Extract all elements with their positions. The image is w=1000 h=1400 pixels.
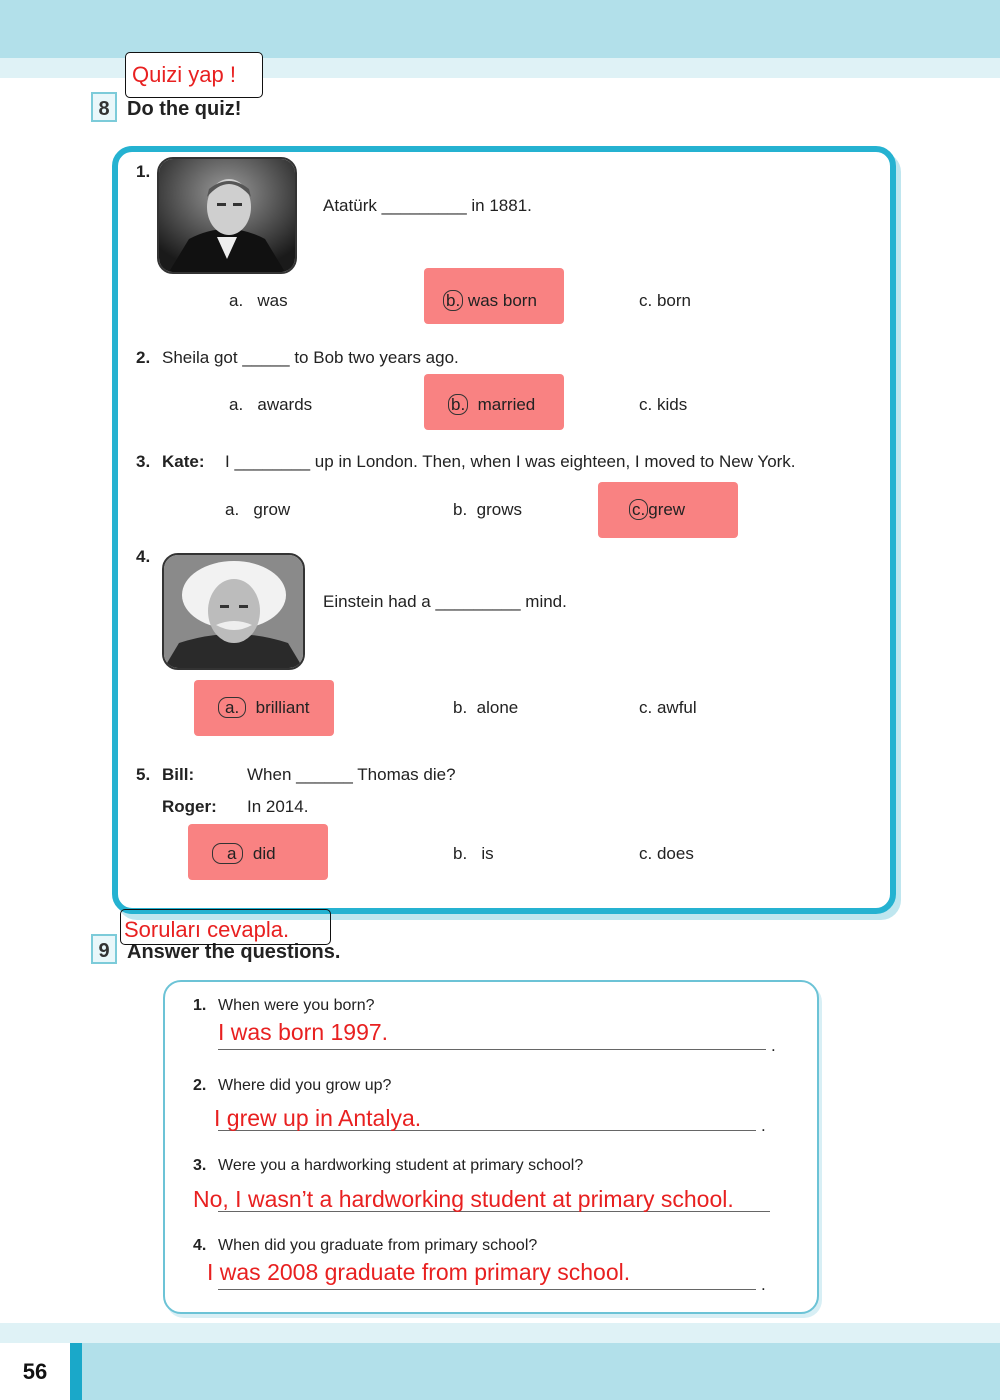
a1-period: . <box>771 1036 776 1055</box>
q2-option-b[interactable]: b. married <box>448 395 535 415</box>
a2-number: 2. <box>193 1077 207 1094</box>
q5-number: 5. <box>136 765 151 784</box>
a4-answer[interactable]: I was 2008 graduate from primary school. <box>207 1259 631 1285</box>
a4-answer-line <box>218 1289 756 1290</box>
bottom-band <box>0 1343 1000 1400</box>
a1-answer-line <box>218 1049 766 1050</box>
q1-option-a[interactable]: a. was <box>229 291 288 310</box>
q5-option-b[interactable]: b. is <box>453 844 494 863</box>
q3-option-b[interactable]: b. grows <box>453 500 522 519</box>
q1-option-b[interactable]: b. was born <box>443 291 537 311</box>
q4-option-b[interactable]: b. alone <box>453 698 519 717</box>
page-number-bar <box>70 1343 82 1400</box>
a3-question: Were you a hardworking student at primary school? <box>218 1157 584 1174</box>
a1-number: 1. <box>193 997 207 1014</box>
q2-option-c[interactable]: c. kids <box>639 395 688 414</box>
q1-number: 1. <box>136 162 151 181</box>
q4-text: Einstein had a _________ mind. <box>323 592 567 611</box>
a3-answer[interactable]: No, I wasn’t a hardworking student at primary school. <box>193 1186 734 1212</box>
answer-circle: a <box>212 843 243 864</box>
q1-text: Atatürk _________ in 1881. <box>323 196 532 215</box>
page-number: 56 <box>22 1359 48 1384</box>
answer-circle: b. <box>448 394 468 415</box>
answer-circle: a. <box>218 697 246 718</box>
ex8-title: Do the quiz! <box>127 98 242 120</box>
a2-answer[interactable]: I grew up in Antalya. <box>214 1105 422 1131</box>
a4-period: . <box>761 1275 766 1294</box>
q4-number: 4. <box>136 547 151 566</box>
a1-answer[interactable]: I was born 1997. <box>218 1019 389 1045</box>
q4-option-c[interactable]: c. awful <box>639 698 697 717</box>
bottom-band-light <box>0 1323 1000 1343</box>
ex9-title: Answer the questions. <box>127 941 341 963</box>
a1-question: When were you born? <box>218 997 375 1014</box>
q3-text: I ________ up in London. Then, when I was eighteen, I moved to New York. <box>225 452 796 471</box>
q4-option-a[interactable]: a. brilliant <box>218 698 310 718</box>
q5-speaker-2: Roger: <box>162 797 217 816</box>
q5-speaker-1: Bill: <box>162 765 195 784</box>
a3-number: 3. <box>193 1157 207 1174</box>
ex9-number: 9 <box>91 934 117 964</box>
a4-number: 4. <box>193 1237 207 1254</box>
q1-option-c[interactable]: c. born <box>639 291 691 310</box>
q3-option-a[interactable]: a. grow <box>225 500 291 519</box>
a4-question: When did you graduate from primary school? <box>218 1237 538 1254</box>
q3-option-c[interactable]: c. grew <box>629 500 685 520</box>
ex8-handwritten-note: Quizi yap ! <box>125 52 263 98</box>
a2-question: Where did you grow up? <box>218 1077 392 1094</box>
top-band <box>0 0 1000 58</box>
q5-line-2: In 2014. <box>247 797 309 816</box>
answer-circle: c. <box>629 499 648 520</box>
einstein-photo <box>162 553 305 670</box>
q2-text: Sheila got _____ to Bob two years ago. <box>162 348 459 367</box>
ataturk-photo <box>157 157 297 274</box>
q2-number: 2. <box>136 348 151 367</box>
q2-option-a[interactable]: a. awards <box>229 395 313 414</box>
q5-option-a[interactable]: a did <box>212 844 276 864</box>
q3-speaker: Kate: <box>162 452 205 471</box>
answer-circle: b. <box>443 290 463 311</box>
q3-number: 3. <box>136 452 151 471</box>
q5-line-1: When ______ Thomas die? <box>247 765 456 784</box>
a2-period: . <box>761 1116 766 1135</box>
ex8-number: 8 <box>91 92 117 122</box>
q5-option-c[interactable]: c. does <box>639 844 694 863</box>
ex9-handwritten-note: Soruları cevapla. <box>120 909 331 945</box>
